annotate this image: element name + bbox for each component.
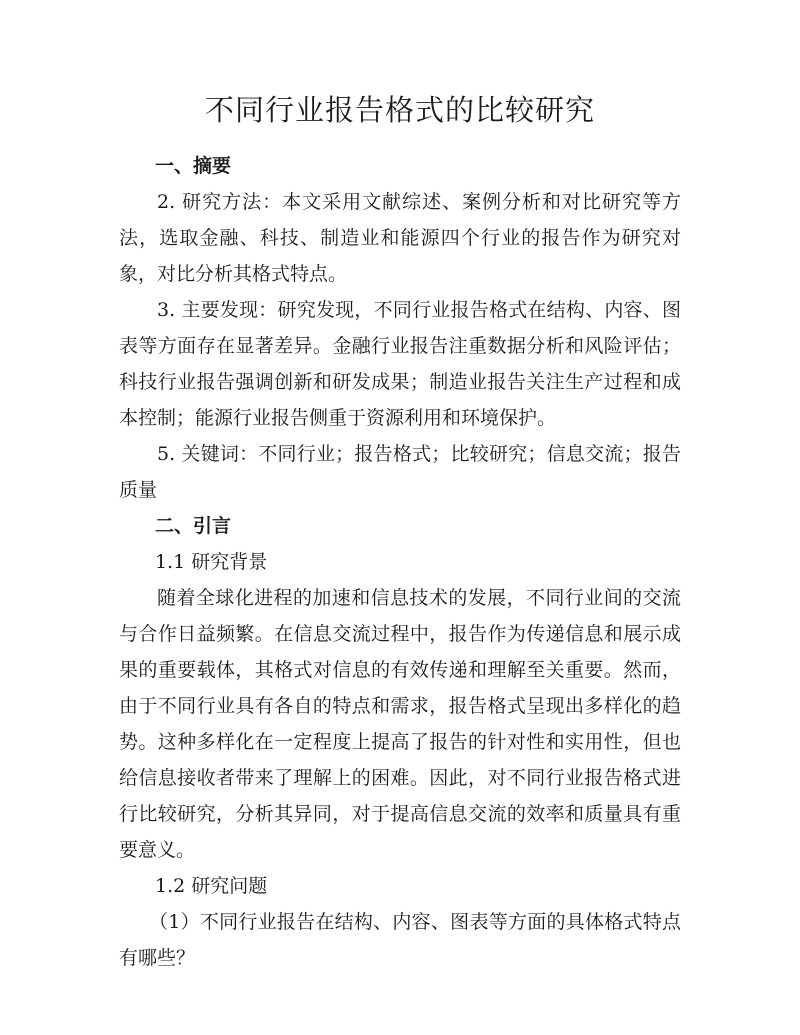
abstract-findings-paragraph: 3. 主要发现：研究发现，不同行业报告格式在结构、内容、图表等方面存在显著差异。金融行业报告注重数据分析和风险评估；科技行业报告强调创新和研发成果；制造业报告关注生产过程和成本控制；能源行业报告侧重于资源利用和环境保护。 (119, 299, 681, 429)
subheading-research-question: 1.2 研究问题 (155, 875, 268, 897)
research-question-1-paragraph: （1）不同行业报告在结构、内容、图表等方面的具体格式特点有哪些？ (119, 911, 681, 969)
research-background-paragraph: 随着全球化进程的加速和信息技术的发展，不同行业间的交流与合作日益频繁。在信息交流过程中，报告作为传递信息和展示成果的重要载体，其格式对信息的有效传递和理解至关重要。然而，由于不同行业具有各自的特点和需求，报告格式呈现出多样化的趋势。这种多样化在一定程度上提高了报告的针对性和实用性，但也给信息接收者带来了理解上的困难。因此，对不同行业报告格式进行比较研究，分析其异同，对于提高信息交流的效率和质量具有重要意义。 (119, 587, 681, 861)
abstract-method-paragraph: 2. 研究方法：本文采用文献综述、案例分析和对比研究等方法，选取金融、科技、制造业和能源四个行业的报告作为研究对象，对比分析其格式特点。 (119, 191, 681, 285)
subheading-research-background: 1.1 研究背景 (155, 551, 268, 573)
document-title: 不同行业报告格式的比较研究 (204, 93, 595, 127)
document-page (119, 90, 681, 976)
abstract-keywords-paragraph: 5. 关键词：不同行业；报告格式；比较研究；信息交流；报告质量 (119, 443, 681, 501)
section-heading-abstract: 一、摘要 (155, 155, 232, 177)
section-heading-introduction: 二、引言 (155, 515, 232, 537)
